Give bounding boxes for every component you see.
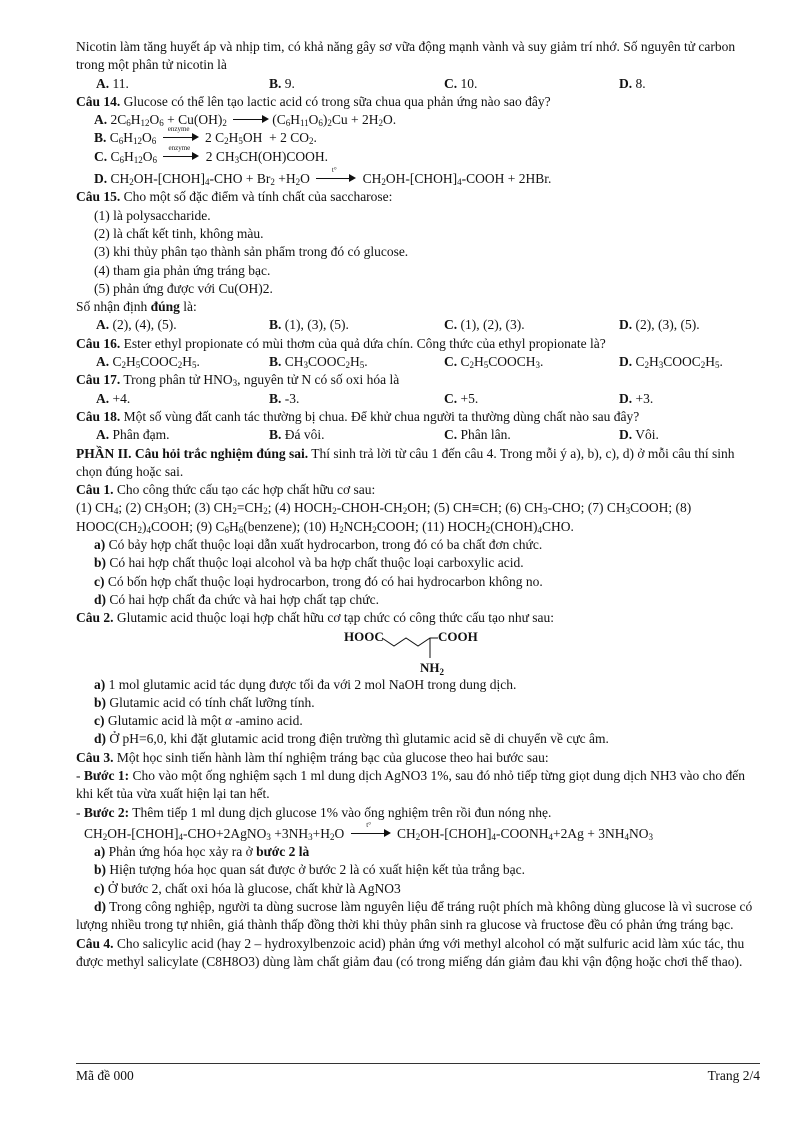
statement-a: a) 1 mol glutamic acid tác dụng được tối đa với 2 mol NaOH trong dung dịch. [94, 676, 517, 692]
part-2-heading: PHẦN II. Câu hỏi trắc nghiệm đúng sai. Thí sinh trả lời từ câu 1 đến câu 4. Trong mỗi ý a), b), c), d) ở mỗi câu thí sinh chọn đúng hoặc sai. [76, 445, 735, 479]
option-d: D. $C_2H_3COOC_2H_5$. [619, 354, 723, 371]
option-b: B. -3. [269, 390, 300, 406]
option-a: A. 11. [96, 75, 129, 91]
q14-option-b: B. $C_6H_{12}O_6$ enzyme 2 $C_2H_5OH + 2$ $CO_2$. [94, 125, 317, 147]
q15-item: (3) khi thủy phân tạo thành sản phẩm trong đó có glucose. [94, 244, 409, 260]
statement-c: c) Glutamic acid là một α -amino acid. [94, 713, 303, 729]
q15-item: (2) là chất kết tinh, không màu. [94, 225, 264, 241]
option-a: A. (2), (4), (5). [96, 317, 177, 333]
answer-options [76, 390, 760, 408]
part2-question-1: Câu 1. Cho công thức cấu tạo các hợp chất hữu cơ sau: [76, 482, 376, 498]
q15-item: (5) phản ứng được với Cu(OH)2. [94, 280, 273, 296]
option-a: A. +4. [96, 390, 131, 406]
cooh-label: COOH [438, 628, 478, 644]
structure-diagram [76, 628, 760, 676]
reaction-arrow-icon: t° [316, 172, 356, 184]
exam-code: Mã đề 000 [76, 1068, 134, 1083]
reaction-arrow-icon: enzyme [163, 131, 199, 143]
page-number: Trang 2/4 [707, 1068, 760, 1083]
answer-options [76, 75, 760, 93]
q15-claim: Số nhận định đúng là: [76, 299, 197, 315]
statement-c: c) Ở bước 2, chất oxi hóa là glucose, chất khử là AgNO3 [94, 880, 401, 896]
step-1: - Bước 1: Cho vào một ống nghiệm sạch 1 ml dung dịch AgNO3 1%, sau đó nhỏ tiếp từng giọt dung dịch NH3 vào cho đến khi kết tủa vừa xuất hiện lại tan hết. [76, 767, 745, 802]
statement-c: c) Có bốn hợp chất thuộc loại hydrocarbon, trong đó có hai hydrocarbon không no. [94, 573, 543, 589]
step-2: - Bước 2: Thêm tiếp 1 ml dung dịch glucose 1% vào ống nghiệm trên rồi đun nóng nhẹ. [76, 804, 552, 820]
option-b: B. 9. [269, 75, 295, 91]
statement-b: b) Có hai hợp chất thuộc loại alcohol và ba hợp chất thuộc loại carboxylic acid. [94, 555, 524, 571]
compound-list: (1) $CH_4$; (2) $CH_3OH$; (3) $CH_2=CH_2$; (4) $HOCH_2-CHOH-CH_2OH$; (5) CH≡CH; (6) $CH_3$-CHO; (7) $CH_3COOH$; (8) $HOOC(CH_2)_4COOH$; (9) $C_6H_6(benzene)$; (10) $H_2NCH_2COOH$; (11) $HOCH_2(CHOH)_4CHO$. [76, 500, 692, 535]
statement-d: d) Ở pH=6,0, khi đặt glutamic acid trong điện trường thì glutamic acid sẽ di chuyển về cực âm. [94, 731, 609, 747]
answer-options [76, 353, 760, 371]
option-a: A. Phân đạm. [96, 427, 170, 443]
glutamic-acid-structure [76, 628, 760, 676]
nh2-label: $NH_2$ [420, 659, 444, 676]
q15-item: (4) tham gia phản ứng tráng bạc. [94, 262, 271, 278]
option-b: B. (1), (3), (5). [269, 317, 349, 333]
q15-item: (1) là polysaccharide. [94, 207, 211, 223]
option-c: C. +5. [444, 390, 479, 406]
question-15: Câu 15. Cho một số đặc điểm và tính chất của saccharose: [76, 189, 393, 205]
option-d: D. 8. [619, 75, 646, 91]
option-c: C. $C_2H_5COOCH_3$. [444, 354, 544, 371]
silver-mirror-equation: $CH_2OH-[CHOH]_4-CHO+2AgNO_3 +3NH_3+H_2O$ t° $CH_2OH-[CHOH]_4-COONH_4+2Ag + 3NH_4NO_3$ [84, 820, 654, 842]
question-17: Câu 17. Trong phân tử $HNO_3$, nguyên tử N có số oxi hóa là [76, 372, 400, 389]
question-18: Câu 18. Một số vùng đất canh tác thường bị chua. Để khử chua người ta thường dùng chất nào sau đây? [76, 408, 640, 424]
statement-a: a) Có bảy hợp chất thuộc loại dẫn xuất hydrocarbon, trong đó có ba chất đơn chức. [94, 537, 543, 553]
reaction-arrow-icon [233, 113, 269, 125]
part2-question-4: Câu 4. Cho salicylic acid (hay 2 – hydroxylbenzoic acid) phản ứng với methyl alcohol có mặt sulfuric acid làm xúc tác, thu được methyl salicylate (C8H8O3) dùng làm chất giảm đau (có trong miếng dán giảm đau khi vận động hoặc chơi thể thao). [76, 935, 745, 969]
q14-option-a: A. $2C_6H_{12}O_6 + Cu(OH)_2$ $(C_6H_{11}O_6)_2Cu + 2H_2O$. [94, 112, 397, 129]
option-c: C. 10. [444, 75, 478, 91]
part2-question-3: Câu 3. Một học sinh tiến hành làm thí nghiệm tráng bạc của glucose theo hai bước sau: [76, 749, 549, 765]
option-d: D. Vôi. [619, 427, 659, 443]
statement-a: a) Phản ứng hóa học xảy ra ở bước 2 là [94, 844, 310, 860]
footer-divider [76, 1063, 760, 1064]
statement-d: d) Có hai hợp chất đa chức và hai hợp chất tạp chức. [94, 591, 379, 607]
option-d: D. +3. [619, 390, 654, 406]
q14-option-c: C. $C_6H_{12}O_6$ enzyme 2 $CH_3CH(OH)COOH$. [94, 143, 329, 165]
question-14: Câu 14. Glucose có thể lên tạo lactic acid có trong sữa chua qua phản ứng nào sao đây? [76, 93, 551, 109]
option-d: D. (2), (3), (5). [619, 317, 700, 333]
statement-b: b) Hiện tượng hóa học quan sát được ở bước 2 là có xuất hiện kết tủa trắng bạc. [94, 862, 526, 878]
option-b: B. $CH_3COOC_2H_5$. [269, 354, 368, 371]
hooc-label: HOOC [344, 628, 384, 644]
statement-b: b) Glutamic acid có tính chất lưỡng tính. [94, 694, 315, 710]
reaction-arrow-icon: enzyme [163, 150, 199, 162]
part2-question-2: Câu 2. Glutamic acid thuộc loại hợp chất hữu cơ tạp chức có công thức cấu tạo như sau: [76, 610, 555, 626]
exam-page [76, 38, 760, 971]
answer-options [76, 316, 760, 334]
option-a: A. $C_2H_5COOC_2H_5$. [96, 354, 200, 371]
question-16: Câu 16. Ester ethyl propionate có mùi thơm của quả dứa chín. Công thức của ethyl propionate là? [76, 335, 606, 351]
option-b: B. Đá vôi. [269, 427, 325, 443]
reaction-arrow-icon: t° [351, 827, 391, 839]
nicotin-question [76, 38, 760, 75]
option-c: C. (1), (2), (3). [444, 317, 525, 333]
q14-option-d: D. $CH_2OH-[CHOH]_4$-CHO + $Br_2 +H_2O$ t° $CH_2OH-[CHOH]_4$-COOH + 2HBr. [94, 166, 552, 188]
question-text: Nicotin làm tăng huyết áp và nhịp tim, có khả năng gây sơ vữa động mạnh vành và suy giảm trí nhớ. Số nguyên tử carbon trong một phân tử nicotin là [76, 39, 736, 73]
option-c: C. Phân lân. [444, 427, 511, 443]
answer-options [76, 426, 760, 444]
statement-d: d) Trong công nghiệp, người ta dùng sucrose làm nguyên liệu để tráng ruột phích mà không dùng glucose là vì sucrose có lượng nhiều trong tự nhiên, giá thành thấp đồng thời khi thủy phân sinh ra glucose và fructose đều có phản ứng tráng bạc. [76, 899, 753, 933]
